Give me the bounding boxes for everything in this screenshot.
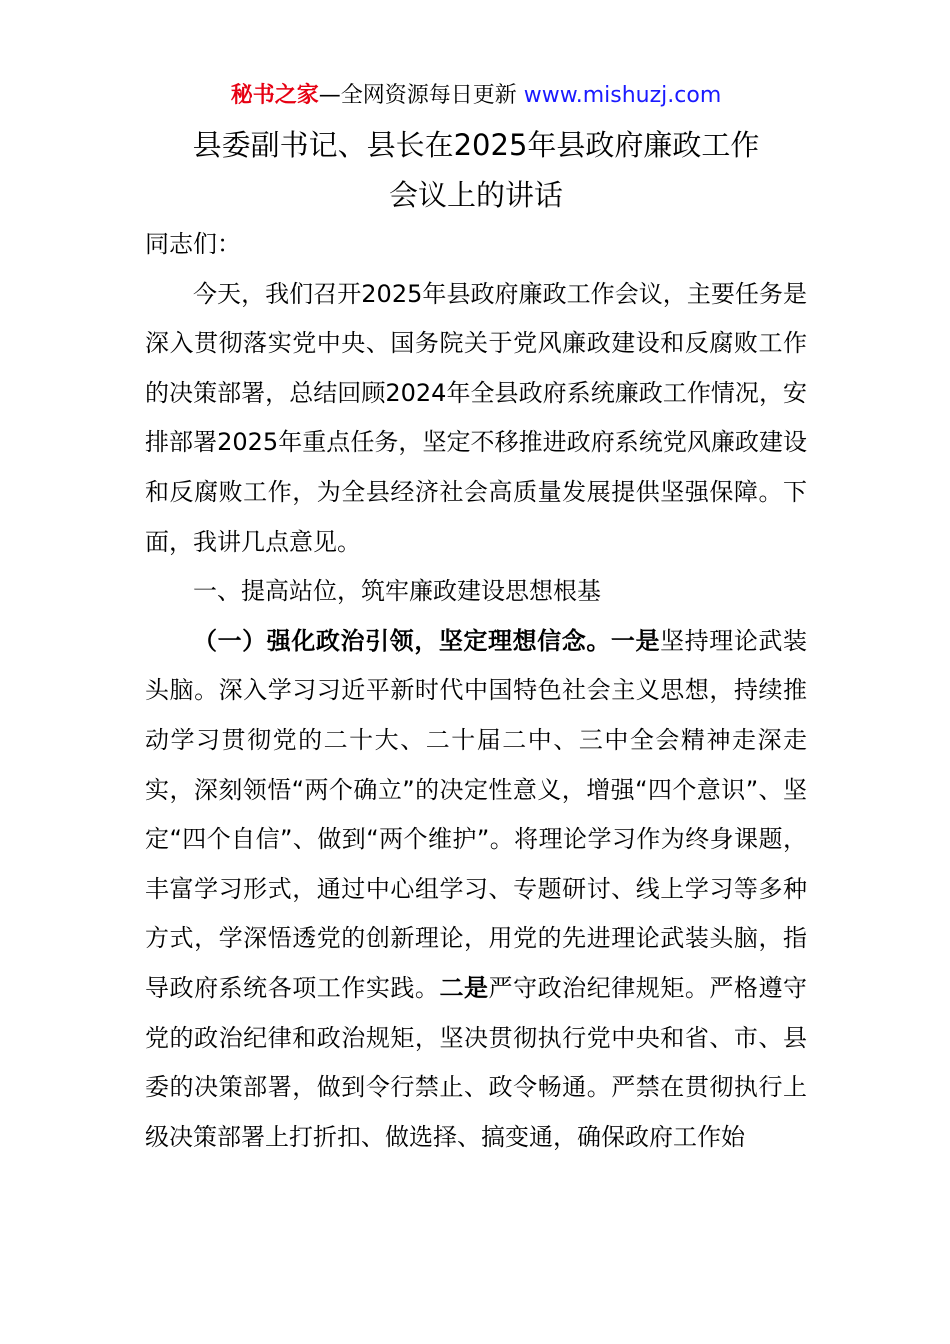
banner-brand: 秘书之家	[230, 83, 319, 108]
document-body	[145, 220, 807, 1162]
subsection-heading: （一）强化政治引领，坚定理想信念。	[193, 626, 611, 655]
salutation: 同志们：	[145, 230, 241, 258]
point-2-text: 严守政治纪律规矩。严格遵守党的政治纪律和政治规矩，坚决贯彻执行党中央和省、市、县委的决策部署，做到令行禁止、政令畅通。严禁在贯彻执行上级决策部署上打折扣、做选择、搞变通，确保政府工作始	[145, 973, 808, 1151]
document-title	[145, 120, 807, 220]
banner-slogan: —全网资源每日更新	[318, 83, 524, 108]
subsection-paragraph-1	[145, 617, 807, 1163]
document-page	[145, 78, 807, 1162]
banner-url-link[interactable]: www.mishuzj.com	[523, 83, 722, 108]
title-line-1: 县委副书记、县长在2025年县政府廉政工作	[192, 128, 760, 162]
point-2-label: 二是	[439, 973, 489, 1002]
point-1-text: 坚持理论武装头脑。深入学习习近平新时代中国特色社会主义思想，持续推动学习贯彻党的二十大、二十届二中、三中全会精神走深走实，深刻领悟“两个确立”的决定性意义，增强“四个意识”、坚定“四个自信”、做到“两个维护”。将理论学习作为终身课题，丰富学习形式，通过中心组学习、专题研讨、线上学习等多种方式，学深悟透党的创新理论，用党的先进理论武装头脑，指导政府系统各项工作实践。	[145, 626, 808, 1002]
site-banner	[145, 78, 807, 114]
point-1-label: 一是	[610, 626, 661, 655]
intro-paragraph: 今天，我们召开2025年县政府廉政工作会议，主要任务是深入贯彻落实党中央、国务院关于党风廉政建设和反腐败工作的决策部署，总结回顾2024年全县政府系统廉政工作情况，安排部署2025年重点任务，坚定不移推进政府系统党风廉政建设和反腐败工作，为全县经济社会高质量发展提供坚强保障。下面，我讲几点意见。	[145, 279, 807, 556]
title-line-2: 会议上的讲话	[388, 178, 563, 212]
section-heading-1: 一、提高站位，筑牢廉政建设思想根基	[193, 577, 601, 606]
